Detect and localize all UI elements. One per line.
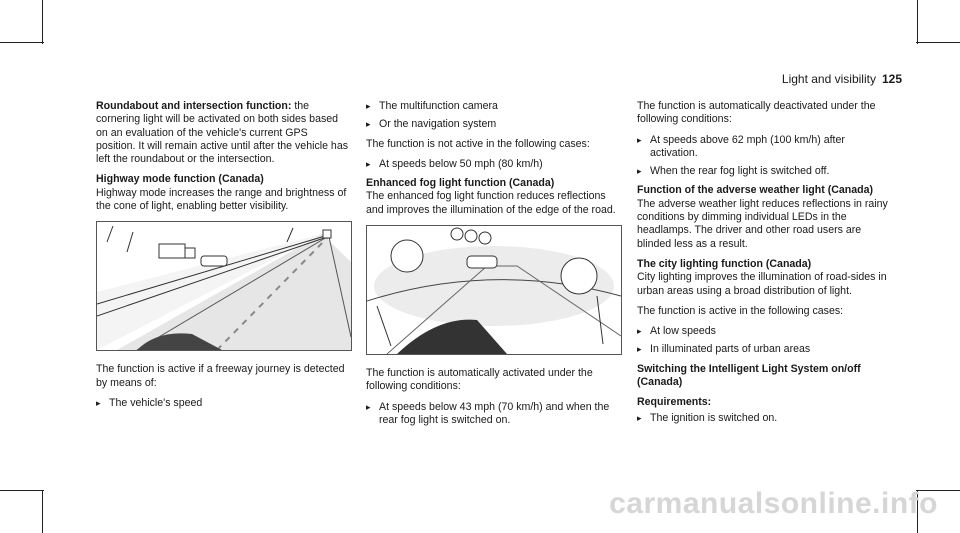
crop-mark [917,0,918,44]
list-item: ▸ At low speeds [637,325,892,338]
bullet-list [637,134,892,179]
list-item: ▸ At speeds below 43 mph (70 km/h) and when the rear fog light is switched on. [366,401,622,428]
section-heading: Enhanced fog light function (Canada) [366,177,555,190]
list-item: ▸ In illuminated parts of urban areas [637,343,892,356]
list-item: ▸ Or the navigation system [366,118,622,131]
crop-mark [42,490,43,533]
paragraph-text: The adverse weather light reduces reflections in rainy conditions by dimming individual LEDs in the headlamps. The driver and other road users are blinded less as a result. [637,197,888,250]
run-in-heading: Roundabout and intersection function: [96,100,292,112]
paragraph-text: Highway mode increases the range and brightness of the cone of light, enabling better visibility. [96,186,347,213]
section-heading: The city lighting function (Canada) [637,257,812,270]
section-heading: Function of the adverse weather light (Canada) [637,184,874,197]
list-item: ▸ When the rear fog light is switched off. [637,165,892,178]
list-item: ▸ The vehicle's speed [96,397,350,410]
column-3 [637,100,892,431]
list-item: ▸ At speeds above 62 mph (100 km/h) after activation. [637,134,892,161]
crop-mark [0,42,44,43]
crop-mark [916,42,960,43]
list-item: ▸ At speeds below 50 mph (80 km/h) [366,158,622,171]
paragraph-text: City lighting improves the illumination of road-sides in urban areas using a broad distribution of light. [637,271,887,297]
paragraph [637,258,892,298]
paragraph [96,173,350,213]
bullet-list [366,401,622,428]
bullet-list [366,100,622,132]
page-number: 125 [881,72,902,86]
paragraph: The function is automatically activated under the following conditions: [366,367,593,393]
fog-light-illustration [366,225,622,355]
section-heading: Highway mode function (Canada) [96,173,264,186]
paragraph: The function is not active in the following cases: [366,137,590,150]
paragraph [637,184,892,250]
requirements-label [637,396,892,409]
paragraph-text: the cornering light will be activated on both sides based on an evaluation of the vehicle's current GPS position. It will remain active until after the vehicle has left the roundabout or the intersection. [96,100,349,166]
column-2 [366,100,622,433]
paragraph [96,100,350,166]
highway-mode-illustration [96,221,352,351]
bullet-list [366,158,622,171]
list-item: ▸ The multifunction camera [366,100,622,113]
section-title: Light and visibility [781,72,876,86]
column-1 [96,100,350,416]
bullet-list [96,397,350,410]
crop-mark [0,490,44,491]
list-item: ▸ The ignition is switched on. [637,412,892,425]
paragraph: The function is active in the following cases: [637,304,844,317]
bullet-list [637,412,892,425]
watermark: carmanualsonline.info [609,487,938,520]
page-header [782,72,902,86]
section-heading [637,363,892,390]
label-text: Requirements: [637,396,712,409]
paragraph [366,177,622,217]
paragraph-text: The enhanced fog light function reduces reflections and improves the illumination of the edge of the road. [366,190,616,216]
heading-text: Switching the Intelligent Light System on/off (Canada) [637,362,861,389]
crop-mark [42,0,43,44]
bullet-list [637,325,892,357]
paragraph: The function is automatically deactivated under the following conditions: [637,100,876,126]
paragraph: The function is active if a freeway journey is detected by means of: [96,363,345,389]
